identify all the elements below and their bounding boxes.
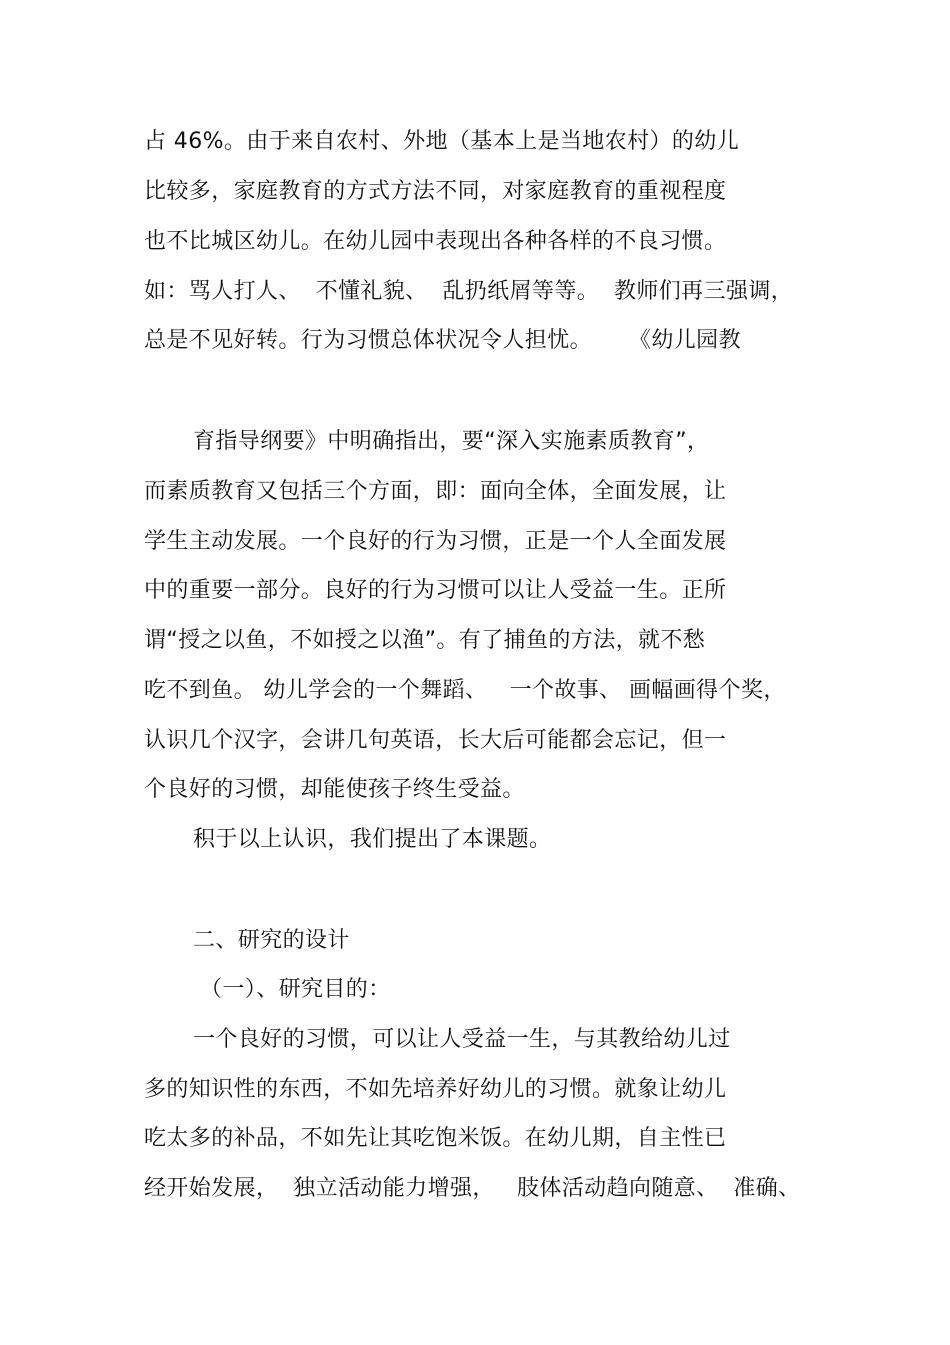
text-line: 多的知识性的东西，不如先培养好幼儿的习惯。就象让幼儿 — [144, 1077, 727, 1102]
text-line: 也不比城区幼儿。在幼儿园中表现出各种各样的不良习惯。 — [144, 229, 727, 254]
text-line: 而素质教育又包括三个方面，即：面向全体，全面发展，让 — [144, 479, 727, 504]
text-line: 积于以上认识，我们提出了本课题。 — [193, 827, 552, 852]
text-line: 谓“授之以鱼，不如授之以渔”。有了捕鱼的方法，就不愁 — [144, 628, 706, 653]
text-line: 总是不见好转。行为习惯总体状况令人担忧。 《幼儿园教 — [144, 328, 741, 353]
subsection-heading: （一）、研究目的： — [200, 977, 391, 1002]
text-line: 比较多，家庭教育的方式方法不同，对家庭教育的重视程度 — [144, 179, 727, 204]
text-line: 个良好的习惯，却能使孩子终生受益。 — [144, 777, 525, 802]
text-line: 中的重要一部分。良好的行为习惯可以让人受益一生。正所 — [144, 578, 727, 603]
text-line: 学生主动发展。一个良好的行为习惯，正是一个人全面发展 — [144, 529, 727, 554]
text-line: 吃太多的补品，不如先让其吃饱米饭。在幼儿期，自主性已 — [144, 1126, 727, 1151]
text-line: 占 46%。由于来自农村、外地（基本上是当地农村）的幼儿 — [144, 129, 740, 154]
text-line: 经开始发展， 独立活动能力增强， 肢体活动趋向随意、 准确、 — [144, 1176, 801, 1201]
text-line: 一个良好的习惯，可以让人受益一生，与其教给幼儿过 — [193, 1027, 731, 1052]
text-line: 如：骂人打人、 不懂礼貌、 乱扔纸屑等等。 教师们再三强调， — [144, 279, 794, 304]
text-line: 育指导纲要》中明确指出，要“深入实施素质教育”， — [193, 429, 710, 454]
section-heading: 二、研究的设计 — [193, 928, 350, 953]
text-line: 认识几个汉字，会讲几句英语，长大后可能都会忘记，但一 — [144, 728, 727, 753]
text-line: 吃不到鱼。 幼儿学会的一个舞蹈、 一个故事、 画幅画得个奖， — [144, 678, 786, 703]
